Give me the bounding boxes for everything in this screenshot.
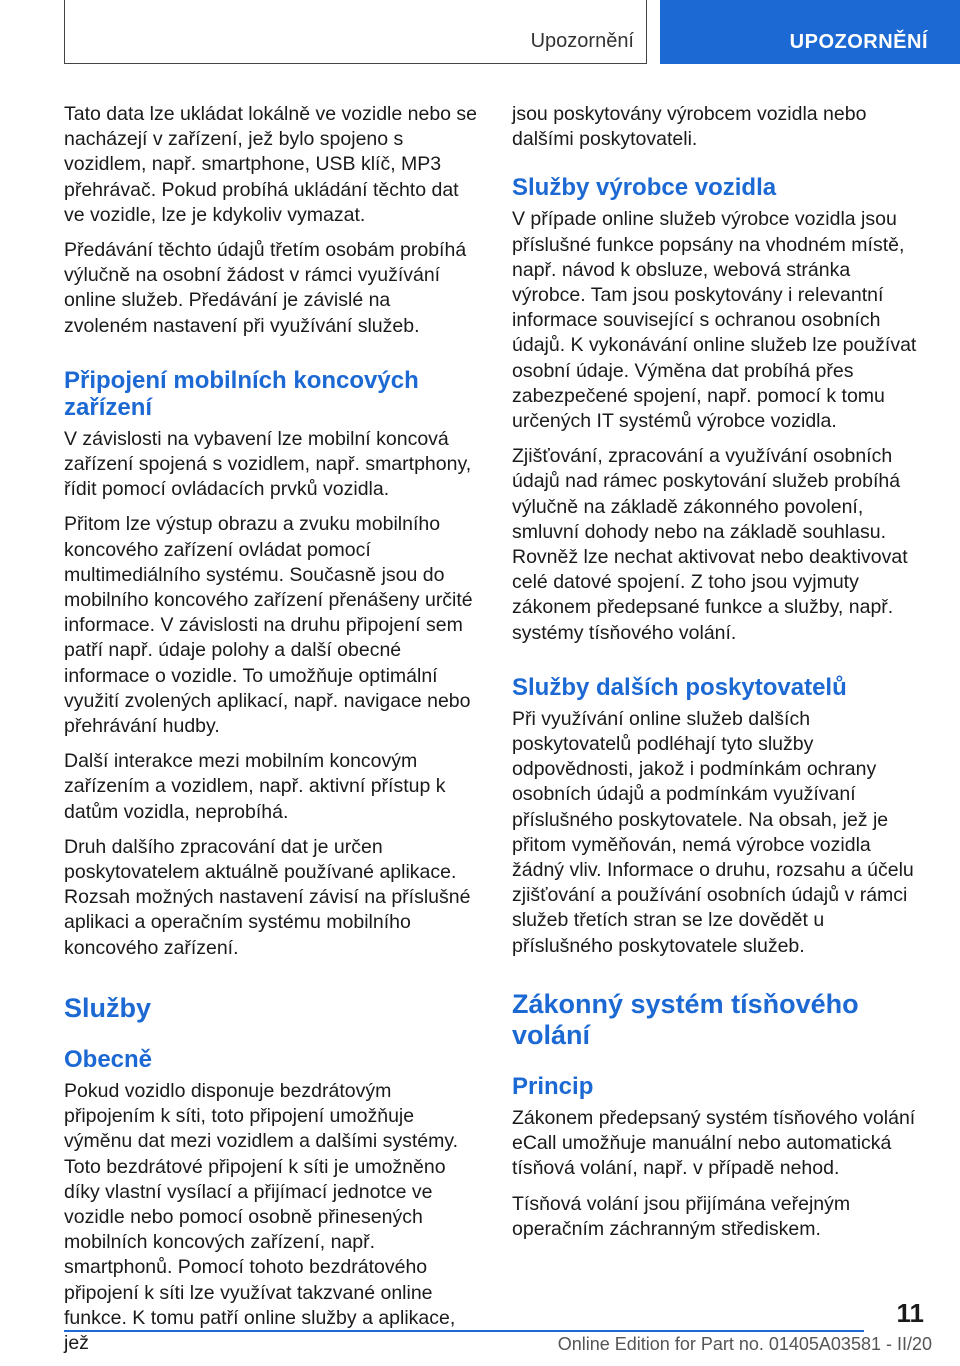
heading-emergency-call: Zákonný systém tísňového volání [512, 988, 859, 1050]
paragraph: V závislosti na vybavení lze mobilní koncová zařízení spojená s vozidlem, např. smartphony, řídit pomocí ovládacích prvků vozidla. [64, 427, 472, 501]
paragraph: Další interakce mezi mobilním koncovým zařízením a vozidlem, např. aktivní přístup k datům vozidla, neprobíhá. [64, 750, 446, 823]
chapter-tab[interactable] [660, 0, 960, 64]
section-title: Upozornění [530, 30, 634, 52]
paragraph: Tísňová volání jsou přijímána veřejným operačním záchranným střediskem. [512, 1192, 851, 1240]
paragraph: Přitom lze výstup obrazu a zvuku mobilního koncového zařízení ovládat pomocí multimediálního systému. Současně jsou do mobilního koncového zařízení přenášeny určité informace. V závislosti na druhu připojení sem patří např. údaje polohy a další obecné informace o vozidle. To umožňuje optimální využití zvolených aplikací, např. navigace nebo přehrávání hudby. [64, 513, 473, 738]
chapter-tab-label: UPOZORNĚNÍ [789, 31, 928, 53]
edition-footer: Online Edition for Part no. 01405A03581 - II/20 [557, 1334, 932, 1354]
paragraph: Při využívání online služeb dalších poskytovatelů podléhají tyto služby odpovědnosti, jakož i podmínkám ochrany osobních údajů a podmínkám využívaní příslušného poskytovatele. Na obsah, jež je přitom vyměňován, nemá výrobce vozidla žádný vliv. Informace o druhu, rozsahu a účelu zjišťování a používání osobních údajů v rámci služeb třetích stran se lze dovědět u příslušného poskytovatele služeb. [512, 707, 914, 957]
paragraph: Pokud vozidlo disponuje bezdrátovým připojením k síti, toto připojení umožňuje výměnu dat mezi vozidlem a dalšími systémy. Toto bezdrátové připojení k síti je umožněno díky vlastní vysílací a přijímací jednotce ve vozidle nebo pomocí osobně přinesených mobilních koncových zařízení, např. smartphonů. Pomocí tohoto bezdrátového připojení k síti lze využívat takzvané online funkce. K tomu patří online služby a aplikace, jež [64, 1079, 459, 1354]
left-column [64, 102, 478, 1366]
paragraph: Druh dalšího zpracování dat je určen poskytovatelem aktuálně používané aplikace. Rozsah možných nastavení závisí na příslušné aplikaci a operačním systému mobilního koncového zařízení. [64, 835, 471, 959]
heading-principle: Princip [512, 1072, 594, 1100]
heading-general: Obecně [64, 1045, 153, 1073]
heading-services: Služby [64, 992, 152, 1023]
heading-manufacturer-services: Služby výrobce vozidla [512, 174, 777, 202]
paragraph: Zjišťování, zpracování a využívání osobních údajů nad rámec poskytování služeb probíhá výlučně na základě zákonného povolení, smluvní dohody nebo na základě souhlasu. Rovněž lze nechat aktivovat nebo deaktivovat celé datové spojení. Z toho jsou vyjmuty zákonem předepsané funkce a služby, např. systémy tísňového volání. [512, 445, 908, 644]
paragraph: Předávání těchto údajů třetím osobám probíhá výlučně na osobní žádost v rámci využívání online služeb. Předávání je závislé na zvoleném nastavení při využívání služeb. [64, 239, 467, 337]
right-column [512, 102, 926, 1252]
footer-divider [64, 1330, 864, 1332]
paragraph: Zákonem předepsaný systém tísňového volání eCall umožňuje manuální nebo automatická tísňová volání, např. v případě nehod. [512, 1106, 916, 1180]
header-frame [64, 0, 647, 64]
paragraph: V případe online služeb výrobce vozidla jsou příslušné funkce popsány na vhodném místě, např. návod k obsluze, webová stránka výrobce. Tam jsou poskytovány i relevantní informace související s ochranou osobních údajů. K vykonávání online služeb lze používat osobní údaje. Výměna dat probíhá přes zabezpečené spojení, např. pomocí k tomu určených IT systémů výrobce vozidla. [512, 208, 917, 433]
heading-provider-services: Služby dalších poskytovatelů [512, 673, 847, 701]
page-number: 11 [896, 1298, 924, 1328]
heading-mobile-devices: Připojení mobilních koncových zařízení [64, 366, 419, 421]
paragraph: Tato data lze ukládat lokálně ve vozidle nebo se nacházejí v zařízení, jež bylo spojeno s vozidlem, např. smartphone, USB klíč, MP3 přehrávač. Pokud probíhá ukládání těchto dat ve vozidle, lze je kdykoliv vymazat. [64, 103, 478, 226]
paragraph: jsou poskytovány výrobcem vozidla nebo dalšími poskytovateli. [512, 103, 867, 151]
